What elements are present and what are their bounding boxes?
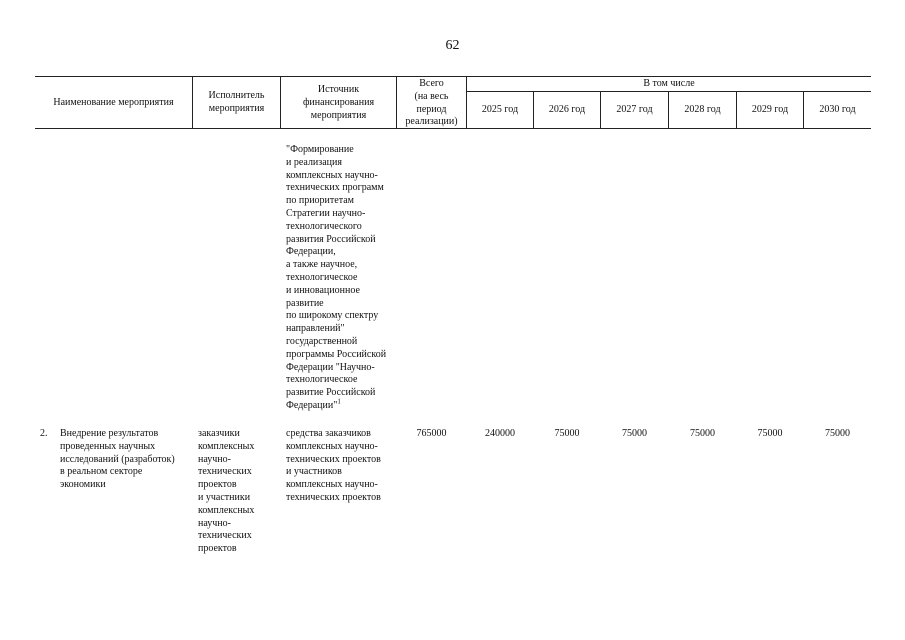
row-year-2026: 75000	[554, 428, 580, 439]
header-year-2030: 2030 год	[819, 104, 856, 115]
page-number: 62	[445, 38, 460, 53]
row-year-2027: 75000	[622, 428, 647, 439]
header-including: В том числе	[643, 78, 695, 89]
row-total: 765000	[416, 428, 447, 439]
header-year-2029: 2029 год	[751, 104, 789, 115]
row-year-2025: 240000	[485, 428, 515, 439]
row-executor: заказчики комплексных научно- технических проектов и участники комплексных научно- технических проектов	[198, 428, 255, 555]
header-total: Всего (на весь период реализации)	[405, 78, 458, 128]
header-executor: Исполнитель мероприятия	[208, 90, 265, 114]
row-name: Внедрение результатов проведенных научных исследований (разработок) в реальном секторе экономики	[60, 428, 175, 491]
header-year-2028: 2028 год	[684, 104, 721, 115]
continuation-source-text: "Формирование и реализация комплексных научно- технических программ по приоритетам Стратегии научно- технологического развития Российской Федерации, а также научное, технологическое и инновационное развитие по широкому спектру направлений" государственной программы Российской Федерации "Научно- технологическое развитие Российской Федерации"$^1$	[286, 144, 387, 411]
header-year-2025: 2025 год	[481, 104, 519, 115]
row-number: 2.	[40, 428, 48, 439]
row-year-2028: 75000	[690, 428, 715, 439]
header-name: Наименование мероприятия	[53, 97, 174, 108]
header-year-2026: 2026 год	[548, 104, 586, 115]
table-top-border	[35, 76, 871, 77]
row-year-2030: 75000	[825, 428, 850, 439]
header-source: Источник финансирования мероприятия	[302, 84, 375, 121]
row-year-2029: 75000	[757, 428, 783, 439]
footnote-mark: 1	[337, 397, 341, 406]
row-source: средства заказчиков комплексных научно- технических проектов и участников комплексных научно- технических проектов	[286, 428, 381, 503]
header-year-2027: 2027 год	[616, 104, 653, 115]
